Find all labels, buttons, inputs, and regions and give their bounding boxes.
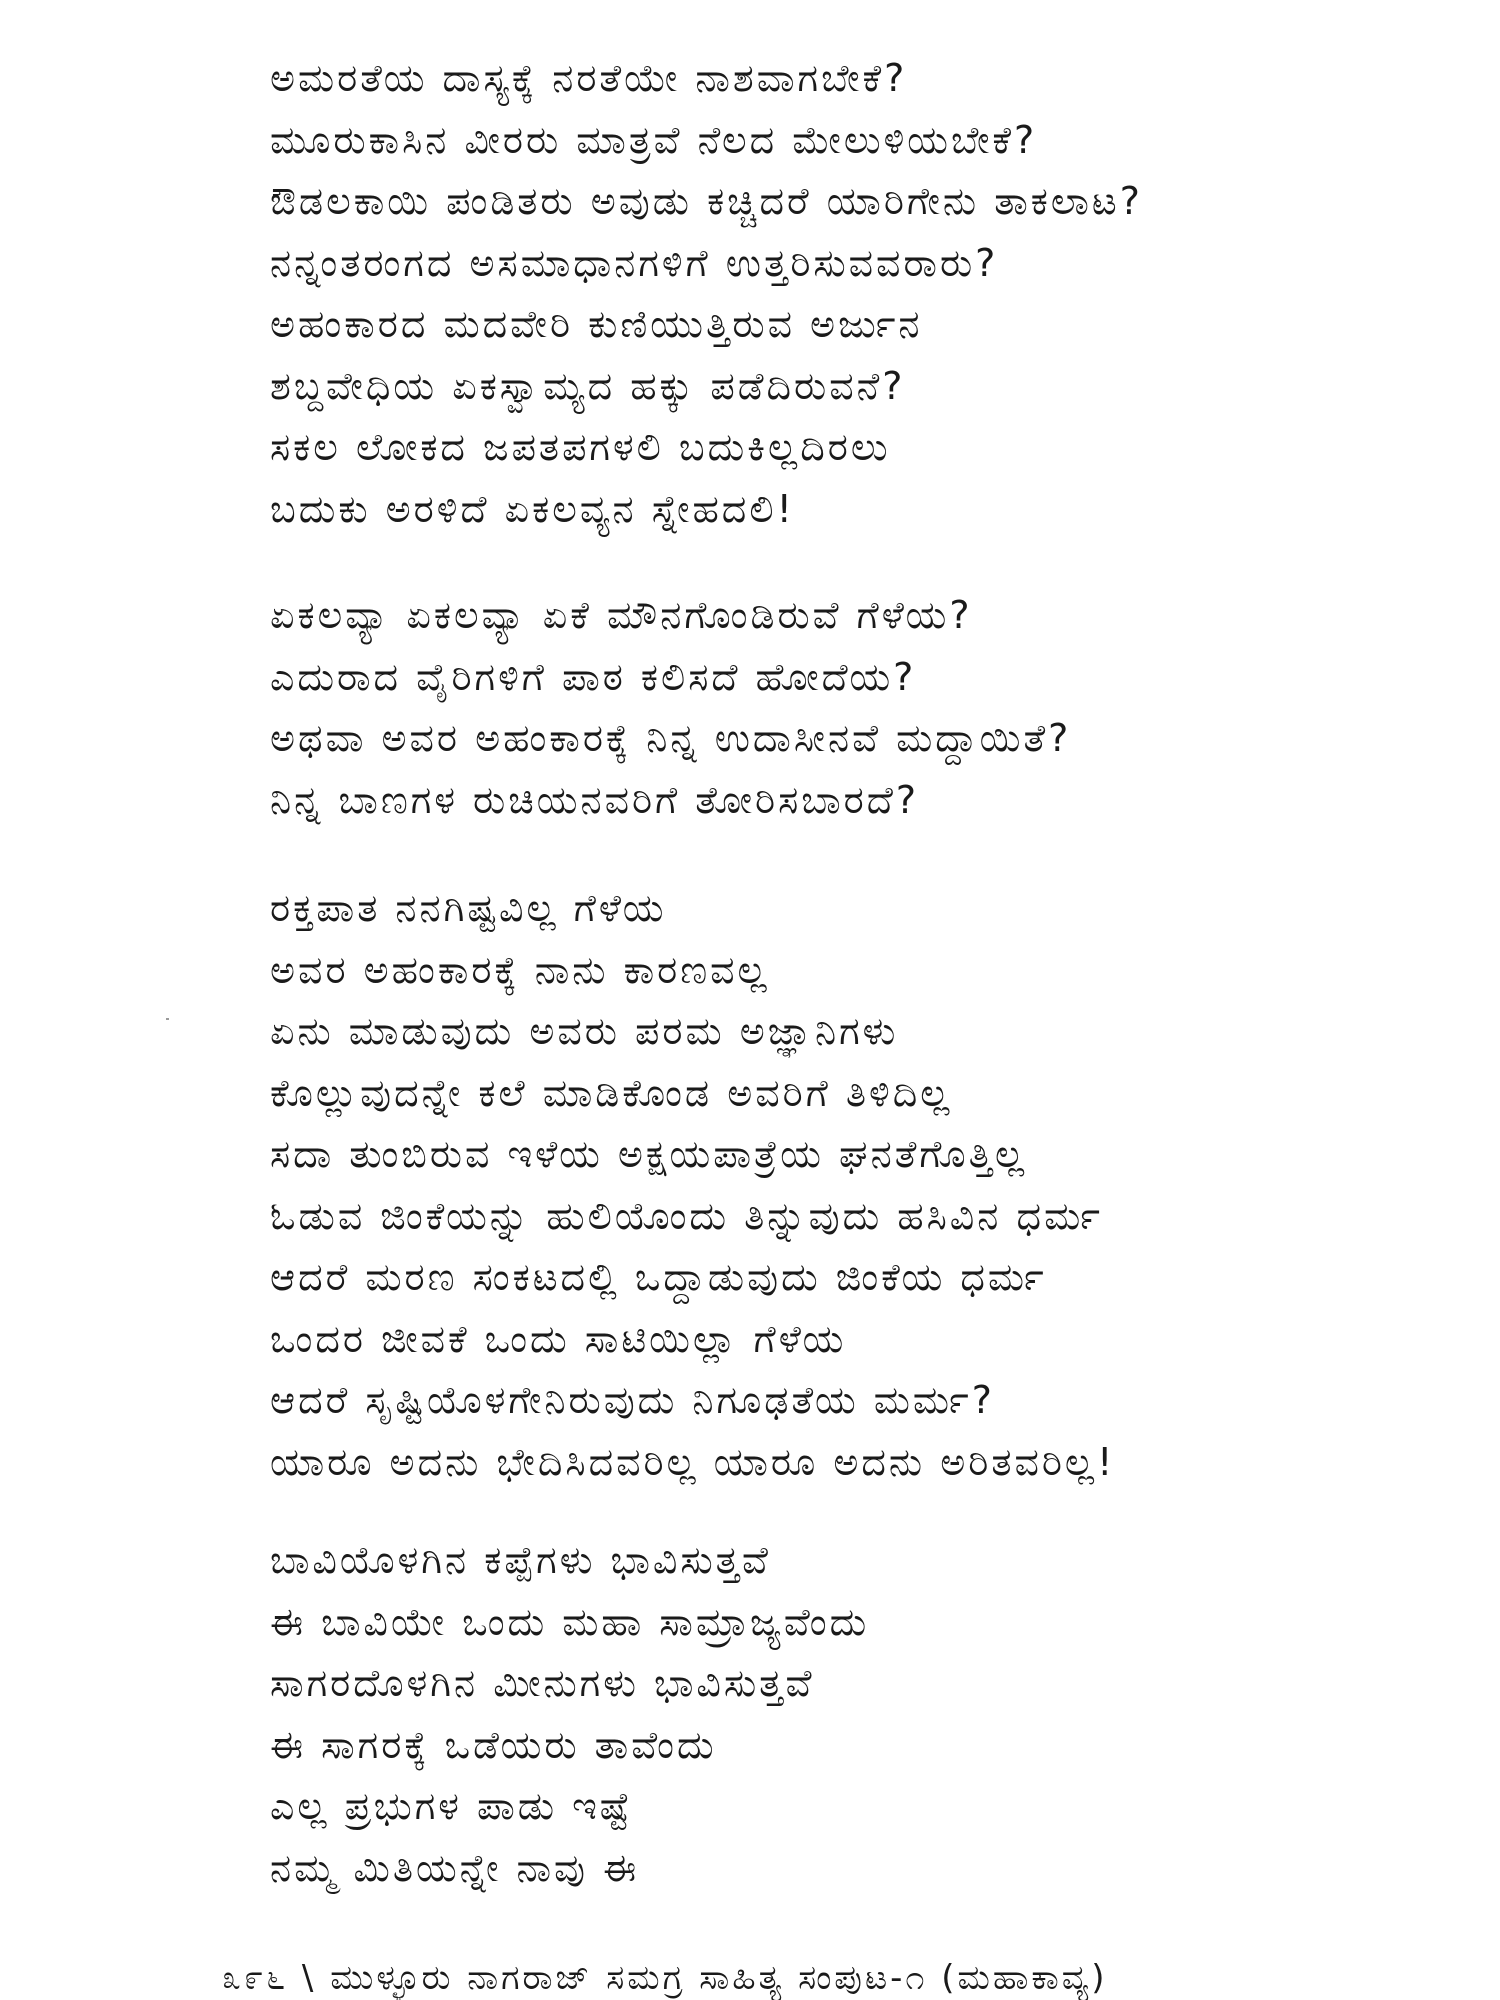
scan-speck — [166, 1018, 169, 1020]
poem-line: ಸಾಗರದೊಳಗಿನ ಮೀನುಗಳು ಭಾವಿಸುತ್ತವೆ — [270, 1661, 815, 1705]
poem-line: ಅಥವಾ ಅವರ ಅಹಂಕಾರಕ್ಕೆ ನಿನ್ನ ಉದಾಸೀನವೆ ಮದ್ದಾಯಿತೆ? — [270, 716, 1072, 760]
page-footer: ೩೯೬ \ ಮುಳ್ಳೂರು ನಾಗರಾಜ್ ಸಮಗ್ರ ಸಾಹಿತ್ಯ ಸಂಪುಟ-೧ (ಮಹಾಕಾವ್ಯ) — [222, 1958, 1108, 1998]
poem-line: ಅವರ ಅಹಂಕಾರಕ್ಕೆ ನಾನು ಕಾರಣವಲ್ಲ — [270, 947, 770, 992]
poem-line: ಬದುಕು ಅರಳಿದೆ ಏಕಲವ್ಯನ ಸ್ನೇಹದಲಿ! — [270, 486, 795, 531]
poem-line: ಆದರೆ ಸೃಷ್ಟಿಯೊಳಗೇನಿರುವುದು ನಿಗೂಢತೆಯ ಮರ್ಮ? — [270, 1378, 995, 1422]
poem-line: ಈ ಬಾವಿಯೇ ಒಂದು ಮಹಾ ಸಾಮ್ರಾಜ್ಯವೆಂದು — [270, 1599, 870, 1644]
poem-line: ಓಡುವ ಜಿಂಕೆಯನ್ನು ಹುಲಿಯೊಂದು ತಿನ್ನುವುದು ಹಸಿವಿನ ಧರ್ಮ — [270, 1193, 1103, 1238]
poem-line: ಒಂದರ ಜೀವಕೆ ಒಂದು ಸಾಟಿಯಿಲ್ಲಾ ಗೆಳೆಯ — [270, 1316, 847, 1361]
stanza — [270, 585, 1420, 831]
poem-line: ಔಡಲಕಾಯಿ ಪಂಡಿತರು ಅವುಡು ಕಚ್ಚಿದರೆ ಯಾರಿಗೇನು ತಾಕಲಾಟ? — [270, 179, 1143, 223]
poem-line: ಮೂರುಕಾಸಿನ ವೀರರು ಮಾತ್ರವೆ ನೆಲದ ಮೇಲುಳಿಯಬೇಕೆ? — [270, 117, 1038, 162]
poem-line: ಸಕಲ ಲೋಕದ ಜಪತಪಗಳಲಿ ಬದುಕಿಲ್ಲದಿರಲು — [270, 425, 891, 469]
poem-line: ಆದರೆ ಮರಣ ಸಂಕಟದಲ್ಲಿ ಒದ್ದಾಡುವುದು ಜಿಂಕೆಯ ಧರ್ಮ — [270, 1255, 1047, 1299]
poem-line: ಏನು ಮಾಡುವುದು ಅವರು ಪರಮ ಅಜ್ಞಾನಿಗಳು — [270, 1009, 899, 1053]
poem-line: ಅಮರತೆಯ ದಾಸ್ಯಕ್ಕೆ ನರತೆಯೇ ನಾಶವಾಗಬೇಕೆ? — [270, 56, 908, 100]
poem-line: ರಕ್ತಪಾತ ನನಗಿಷ್ಟವಿಲ್ಲ ಗೆಳೆಯ — [270, 886, 667, 930]
stanza — [270, 48, 1420, 540]
poem-line: ಸದಾ ತುಂಬಿರುವ ಇಳೆಯ ಅಕ್ಷಯಪಾತ್ರೆಯ ಘನತೆಗೊತ್ತಿಲ್ಲ — [270, 1132, 1028, 1176]
poem-line: ಶಬ್ದವೇಧಿಯ ಏಕಸ್ವಾಮ್ಯದ ಹಕ್ಕು ಪಡೆದಿರುವನೆ? — [270, 363, 906, 408]
poem-line: ಅಹಂಕಾರದ ಮದವೇರಿ ಕುಣಿಯುತ್ತಿರುವ ಅರ್ಜುನ — [270, 302, 923, 346]
poem-line: ನಮ್ಮ ಮಿತಿಯನ್ನೇ ನಾವು ಈ — [270, 1845, 640, 1890]
stanza — [270, 1530, 1420, 1899]
poem-line: ಎದುರಾದ ವೈರಿಗಳಿಗೆ ಪಾಠ ಕಲಿಸದೆ ಹೋದೆಯ? — [270, 654, 917, 699]
poem-line: ಏಕಲವ್ಯಾ ಏಕಲವ್ಯಾ ಏಕೆ ಮೌನಗೊಂಡಿರುವೆ ಗೆಳೆಯ? — [270, 593, 973, 637]
poem-line: ಕೊಲ್ಲುವುದನ್ನೇ ಕಲೆ ಮಾಡಿಕೊಂಡ ಅವರಿಗೆ ತಿಳಿದಿಲ್ಲ — [270, 1070, 953, 1115]
poem-line: ಈ ಸಾಗರಕ್ಕೆ ಒಡೆಯರು ತಾವೆಂದು — [270, 1722, 717, 1767]
poem-line: ಎಲ್ಲ ಪ್ರಭುಗಳ ಪಾಡು ಇಷ್ಟೆ — [270, 1784, 633, 1828]
poem-line: ನಿನ್ನ ಬಾಣಗಳ ರುಚಿಯನವರಿಗೆ ತೋರಿಸಬಾರದೆ? — [270, 777, 920, 822]
stanza — [270, 878, 1420, 1493]
poem-line: ಬಾವಿಯೊಳಗಿನ ಕಪ್ಪೆಗಳು ಭಾವಿಸುತ್ತವೆ — [270, 1538, 771, 1582]
poem-line: ಯಾರೂ ಅದನು ಭೇದಿಸಿದವರಿಲ್ಲ ಯಾರೂ ಅದನು ಅರಿತವರಿಲ್ಲ! — [270, 1439, 1116, 1484]
poem-line: ನನ್ನಂತರಂಗದ ಅಸಮಾಧಾನಗಳಿಗೆ ಉತ್ತರಿಸುವವರಾರು? — [270, 240, 999, 285]
